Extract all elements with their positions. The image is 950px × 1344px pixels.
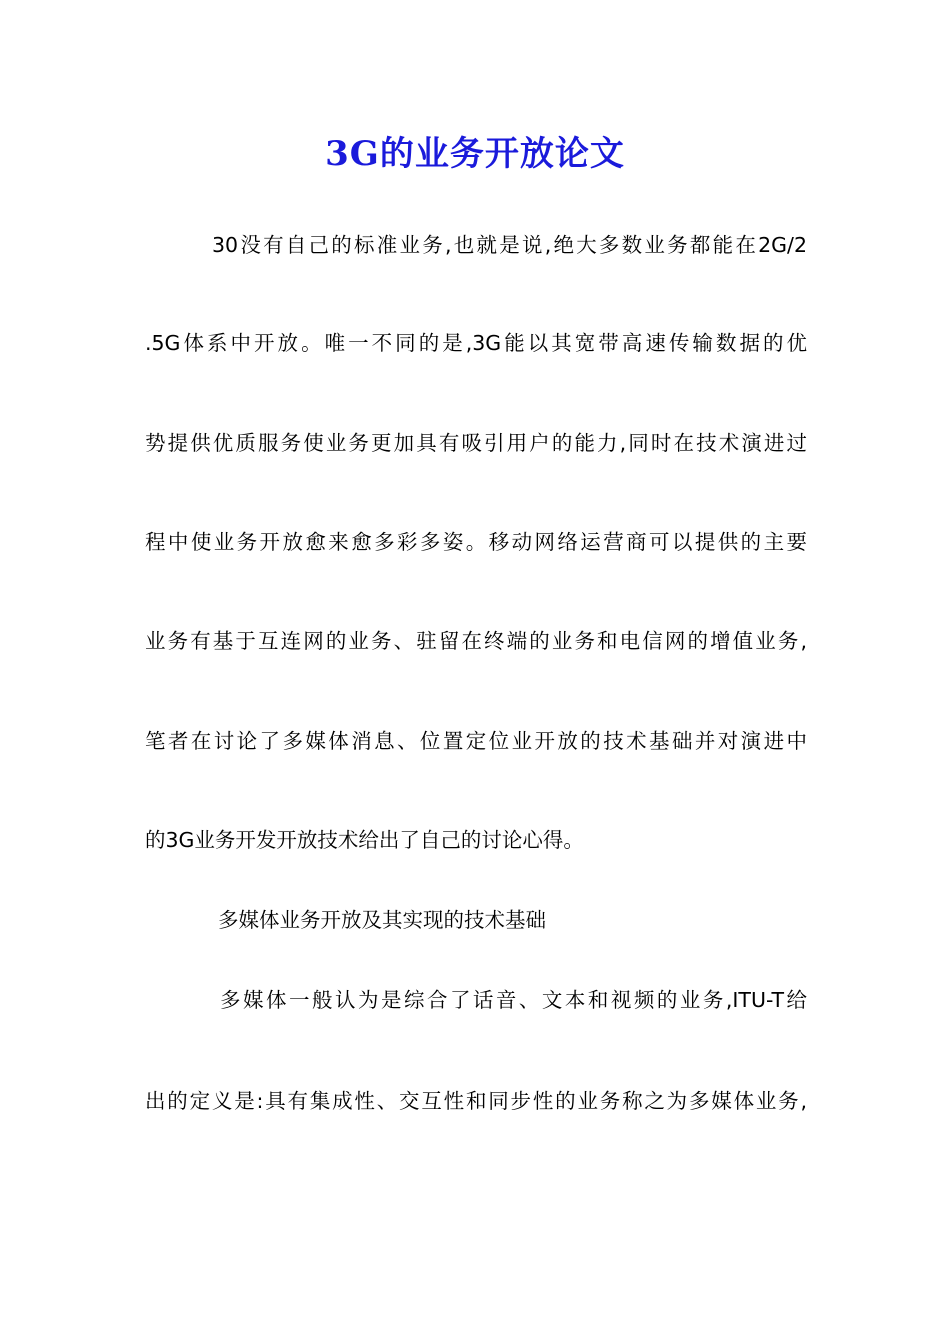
paragraph1-line-5: 业务有基于互连网的业务、驻留在终端的业务和电信网的增值业务, [145,629,807,653]
paragraph2-line-1: 多媒体一般认为是综合了话音、文本和视频的业务,ITU-T给 [220,988,807,1012]
section-heading: 多媒体业务开放及其实现的技术基础 [218,908,546,932]
paragraph1-line-7: 的3G业务开发开放技术给出了自己的讨论心得。 [145,828,584,852]
paragraph1-line-4: 程中使业务开放愈来愈多彩多姿。移动网络运营商可以提供的主要 [145,530,807,554]
paragraph2-line-2: 出的定义是:具有集成性、交互性和同步性的业务称之为多媒体业务, [145,1089,807,1113]
paragraph1-line-3: 势提供优质服务使业务更加具有吸引用户的能力,同时在技术演进过 [145,431,807,455]
paragraph1-line-1: 30没有自己的标准业务,也就是说,绝大多数业务都能在2G/2 [212,233,807,257]
document-title: 3G的业务开放论文 [325,134,625,174]
paragraph1-line-6: 笔者在讨论了多媒体消息、位置定位业开放的技术基础并对演进中 [145,729,807,753]
paragraph1-line-2: .5G体系中开放。唯一不同的是,3G能以其宽带高速传输数据的优 [145,331,807,355]
